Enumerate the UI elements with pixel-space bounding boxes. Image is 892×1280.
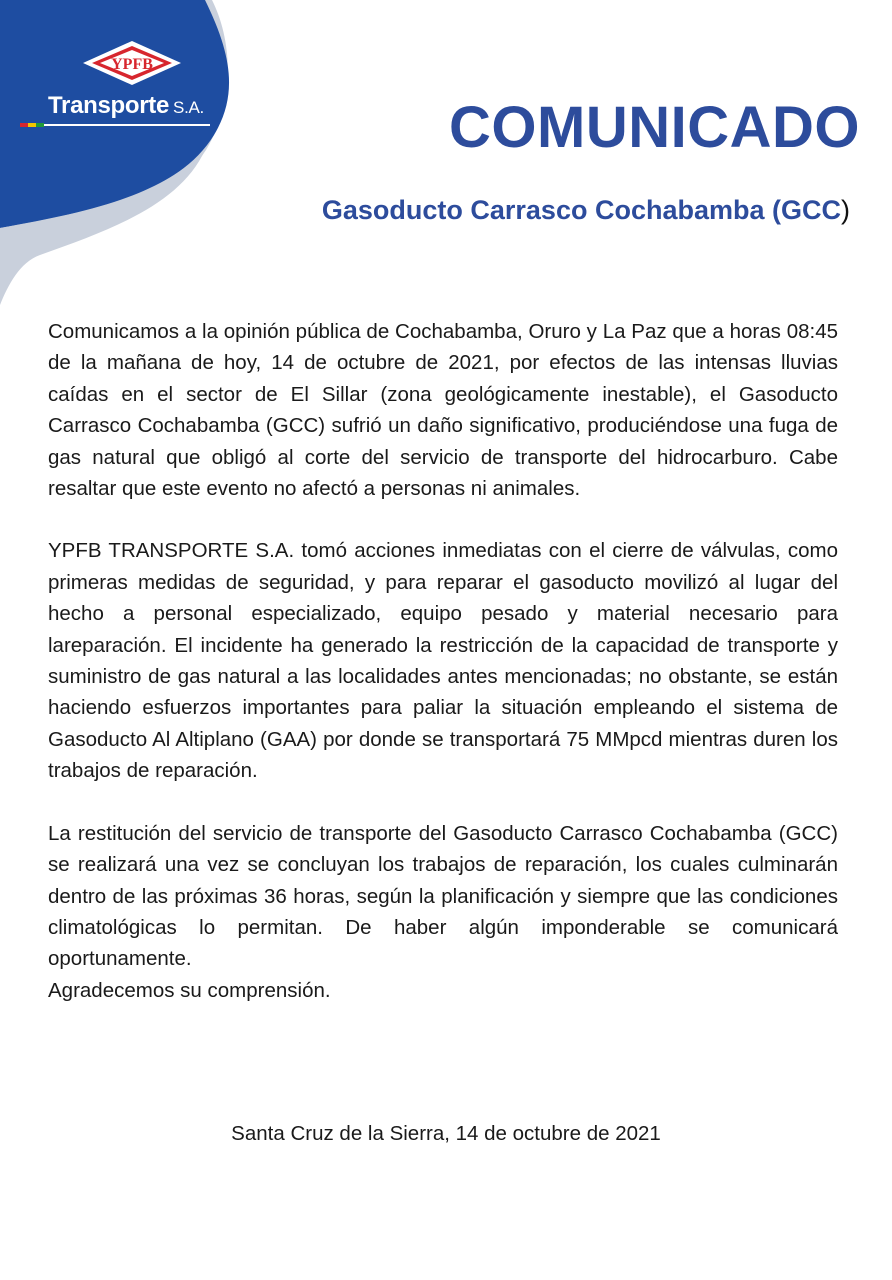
subtitle-text: Gasoducto Carrasco Cochabamba (GCC <box>321 195 841 225</box>
place-date: Santa Cruz de la Sierra, 14 de octubre de 2021 <box>231 1122 661 1145</box>
page-subtitle <box>200 192 850 228</box>
communique-body <box>48 316 838 1037</box>
ypfb-logo <box>20 40 230 140</box>
subtitle-closing-paren: ) <box>841 195 850 225</box>
flag-stripe-icon <box>20 123 210 127</box>
paragraph-2: YPFB TRANSPORTE S.A. tomó acciones inmediatas con el cierre de válvulas, como primeras medidas de seguridad, y para reparar el gasoducto movilizó al lugar del hecho a personal especializado, equipo pesado y material necesario para lareparación. El incidente ha generado la restricción de la capacidad de transporte y suministro de gas natural a las localidades antes mencionadas; no obstante, se están haciendo esfuerzos importantes para paliar la situación empleando el sistema de Gasoducto Al Altiplano (GAA) por donde se transportará 75 MMpcd mientras duren los trabajos de reparación. <box>48 539 838 783</box>
logo-suffix: S.A. <box>173 98 204 117</box>
svg-text:YPFB: YPFB <box>111 56 153 73</box>
paragraph-1: Comunicamos a la opinión pública de Cochabamba, Oruro y La Paz que a horas 08:45 de la mañana de hoy, 14 de octubre de 2021, por efectos de las intensas lluvias caídas en el sector de El Sillar (zona geológicamente inestable), el Gasoducto Carrasco Cochabamba (GCC) sufrió un daño significativo, produciéndose una fuga de gas natural que obligó al corte del servicio de transporte del hidrocarburo. Cabe resaltar que este evento no afectó a personas ni animales. <box>48 320 838 501</box>
ypfb-diamond-icon <box>82 40 182 86</box>
logo-wordmark <box>48 92 204 120</box>
page-title: COMUNICADO <box>449 95 860 160</box>
logo-name: Transporte <box>48 92 170 119</box>
closing-line: Agradecemos su comprensión. <box>48 978 331 1002</box>
paragraph-3: La restitución del servicio de transporte del Gasoducto Carrasco Cochabamba (GCC) se realizará una vez se concluyan los trabajos de reparación, los cuales culminarán dentro de las próximas 36 horas, según la planificación y siempre que las condiciones climatológicas lo permitan. De haber algún imponderable se comunicará oportunamente. <box>48 821 838 971</box>
